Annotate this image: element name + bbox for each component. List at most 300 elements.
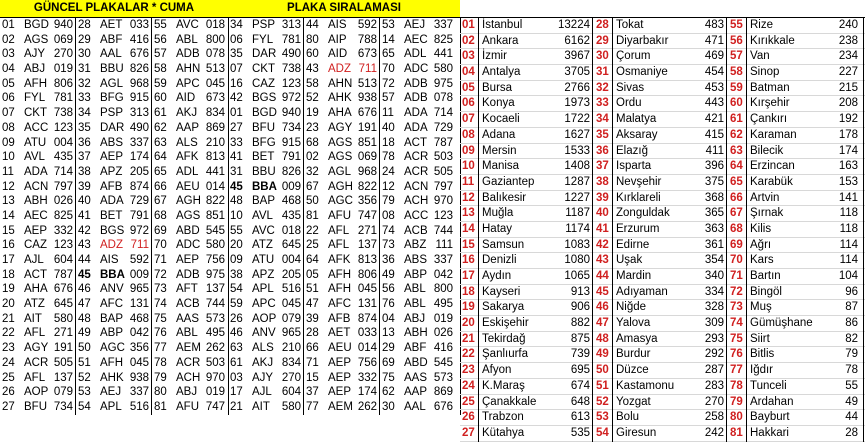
city-name: Kastamonu	[616, 379, 675, 392]
plate-digits: 205	[129, 165, 149, 178]
plate-digits: 822	[357, 180, 377, 193]
plate-letters: ADA	[24, 165, 48, 178]
city-count: 471	[704, 34, 724, 47]
plate-code: 65	[382, 48, 395, 61]
plate-digits: 042	[433, 268, 453, 281]
rank-number: 77	[730, 364, 743, 377]
plate-code: 27	[230, 121, 243, 134]
city-name: İstanbul	[482, 19, 523, 31]
plate-digits: 516	[129, 400, 149, 413]
plate-letters: APC	[252, 298, 276, 311]
plate-letters: AVL	[252, 209, 273, 222]
plate-code: 32	[306, 165, 319, 178]
plate-row	[228, 91, 460, 106]
city-name: Giresun	[616, 426, 657, 439]
city-name: Erzincan	[750, 160, 795, 173]
rank-number: 45	[596, 285, 609, 298]
plate-digits: 781	[281, 33, 301, 46]
rank-number: 01	[462, 19, 475, 31]
rank-number: 38	[596, 175, 609, 188]
city-name: İzmir	[482, 50, 507, 63]
plate-letters: ADA	[100, 195, 124, 208]
city-count: 375	[704, 175, 724, 188]
plate-digits: 205	[281, 268, 301, 281]
plate-letters: ABH	[24, 195, 48, 208]
plate-letters: ABS	[100, 136, 124, 149]
plate-digits: 968	[357, 165, 377, 178]
plate-code: 42	[230, 92, 243, 105]
rank-number: 61	[730, 113, 743, 126]
city-name: Kars	[750, 254, 774, 267]
plate-letters: ACR	[176, 356, 201, 369]
rank-number: 43	[596, 254, 609, 267]
plate-code: 45	[230, 180, 243, 193]
plate-digits: 079	[281, 312, 301, 325]
plate-code: 56	[382, 283, 395, 296]
plate-code: 19	[306, 107, 319, 120]
plate-digits: 869	[433, 386, 453, 399]
city-name: Aksaray	[616, 128, 658, 141]
plate-code: 77	[306, 400, 319, 413]
plate-digits: 174	[357, 386, 377, 399]
column-divider	[379, 18, 380, 415]
plate-code: 74	[154, 298, 167, 311]
rank-row	[460, 285, 865, 301]
plate-digits: 965	[281, 327, 301, 340]
plate-letters: AFK	[176, 151, 199, 164]
plate-code: 36	[78, 136, 91, 149]
plate-letters: AET	[328, 327, 351, 340]
rank-number: 13	[462, 207, 475, 220]
rank-row	[460, 206, 865, 222]
plate-letters: BAP	[252, 195, 276, 208]
plate-letters: CKT	[252, 63, 275, 76]
rank-number: 31	[596, 66, 609, 79]
rank-row	[460, 81, 865, 97]
rank-number: 72	[730, 285, 743, 298]
plate-letters: AFU	[176, 400, 199, 413]
plate-digits: 009	[281, 180, 301, 193]
city-count: 118	[839, 207, 858, 220]
rank-number: 64	[730, 160, 743, 173]
city-count: 674	[570, 379, 590, 392]
column-divider	[75, 18, 76, 415]
plate-digits: 673	[357, 48, 377, 61]
city-name: Çorum	[616, 50, 651, 63]
plate-letters: ABJ	[404, 312, 426, 325]
plate-code: 43	[78, 239, 91, 252]
plate-digits: 018	[205, 19, 225, 31]
plate-code: 25	[2, 371, 15, 384]
rank-row	[460, 300, 865, 316]
plate-letters: AFC	[100, 298, 123, 311]
plate-code: 21	[230, 400, 243, 413]
city-count: 1080	[564, 254, 590, 267]
plate-letters: ABJ	[176, 386, 198, 399]
column-divider	[612, 18, 613, 442]
city-name: Denizli	[482, 254, 517, 267]
plate-digits: 271	[357, 224, 377, 237]
plate-digits: 787	[433, 136, 453, 149]
plate-letters: AHN	[328, 77, 353, 90]
plate-code: 54	[78, 400, 91, 413]
plate-digits: 573	[433, 371, 453, 384]
plate-code: 20	[2, 298, 15, 311]
rank-row	[460, 222, 865, 238]
rank-number: 52	[596, 395, 609, 408]
plate-row	[228, 136, 460, 151]
plate-code: 03	[230, 371, 243, 384]
plate-digits: 968	[129, 77, 149, 90]
plate-letters: BBA	[252, 180, 277, 193]
plate-code: 29	[78, 33, 91, 46]
plate-code: 26	[230, 312, 243, 325]
plate-digits: 791	[129, 209, 149, 222]
city-count: 396	[704, 160, 724, 173]
rank-number: 28	[596, 19, 609, 31]
plate-code: 34	[230, 19, 243, 31]
plate-letters: AGS	[328, 136, 353, 149]
plate-code: 47	[306, 298, 319, 311]
plate-letters: AFK	[328, 254, 351, 266]
city-name: Ardahan	[750, 395, 794, 408]
city-name: Yozgat	[616, 395, 651, 408]
plate-digits: 014	[205, 180, 225, 193]
city-name: Sivas	[616, 81, 645, 94]
plate-letters: ADA	[404, 107, 428, 120]
plate-code: 76	[154, 327, 167, 340]
plate-code: 04	[382, 312, 395, 325]
rank-number: 09	[462, 144, 475, 157]
city-name: Hatay	[482, 222, 513, 235]
rank-number: 23	[462, 364, 475, 377]
plate-code: 79	[154, 371, 167, 384]
city-name: Amasya	[616, 332, 658, 345]
plate-code: 10	[230, 209, 243, 222]
city-count: 104	[838, 270, 858, 282]
plate-code: 06	[230, 33, 243, 46]
plate-code: 24	[2, 356, 15, 369]
plate-letters: ABJ	[24, 63, 46, 76]
plate-digits: 800	[433, 283, 453, 296]
plate-letters: AAP	[176, 121, 200, 134]
plate-digits: 019	[433, 312, 453, 325]
city-name: Bingöl	[750, 285, 782, 298]
city-name: Uşak	[616, 254, 643, 267]
plate-row	[228, 47, 460, 62]
plate-digits: 078	[205, 48, 225, 61]
plate-code: 02	[306, 151, 319, 164]
plate-digits: 513	[357, 77, 377, 90]
plate-row	[228, 194, 460, 209]
plate-letters: ACN	[24, 180, 49, 193]
plate-digits: 191	[357, 121, 377, 134]
plate-code: 70	[154, 239, 167, 252]
rank-row	[460, 253, 865, 269]
city-count: 443	[704, 97, 724, 110]
plate-digits: 826	[281, 165, 301, 178]
plate-code: 48	[230, 195, 243, 208]
plate-code: 28	[306, 327, 319, 340]
city-count: 153	[838, 175, 858, 188]
rank-number: 27	[462, 426, 475, 439]
city-count: 483	[704, 19, 724, 31]
plate-digits: 435	[53, 151, 73, 164]
plate-digits: 545	[205, 224, 225, 237]
plate-letters: AGL	[328, 165, 352, 178]
city-name: Artvin	[750, 191, 780, 204]
plate-letters: ACH	[176, 371, 201, 384]
rank-number: 40	[596, 207, 609, 220]
rank-number: 39	[596, 191, 609, 204]
plate-digits: 676	[433, 400, 453, 413]
plate-code: 05	[306, 268, 319, 281]
city-count: 55	[845, 379, 858, 392]
city-name: Muğla	[482, 207, 514, 220]
plate-digits: 938	[357, 92, 377, 105]
city-name: Adana	[482, 128, 516, 141]
rank-number: 59	[730, 81, 743, 94]
rank-number: 07	[462, 113, 475, 126]
plate-code: 53	[382, 19, 395, 31]
plate-code: 46	[230, 327, 243, 340]
city-name: Tekirdağ	[482, 332, 526, 345]
plate-code: 63	[230, 342, 243, 355]
plate-row	[228, 62, 460, 77]
plate-letters: AJL	[24, 254, 44, 266]
plate-code: 47	[78, 298, 91, 311]
rank-number: 74	[730, 317, 743, 330]
plate-digits: 874	[129, 180, 149, 193]
plate-code: 14	[2, 209, 15, 222]
rank-row	[460, 49, 865, 65]
plate-digits: 972	[129, 224, 149, 237]
plate-code: 63	[154, 136, 167, 149]
plate-letters: AFT	[176, 283, 198, 296]
rank-number: 16	[462, 254, 475, 267]
plate-code: 53	[78, 386, 91, 399]
plate-code: 46	[78, 283, 91, 296]
plate-code: 40	[78, 195, 91, 208]
plate-digits: 441	[433, 48, 453, 61]
plate-code: 25	[306, 239, 319, 252]
city-count: 1174	[565, 222, 590, 235]
rank-number: 29	[596, 34, 609, 47]
plate-digits: 337	[129, 386, 149, 399]
city-count: 1533	[564, 144, 590, 157]
plate-letters: AGH	[328, 180, 353, 193]
rank-row	[460, 65, 865, 81]
plate-digits: 714	[433, 107, 453, 120]
column-divider	[726, 18, 727, 442]
plate-code: 17	[2, 254, 15, 266]
plate-digits: 970	[205, 371, 225, 384]
rank-number: 69	[730, 238, 743, 251]
rank-row	[460, 347, 865, 363]
plate-letters: AIS	[100, 254, 119, 266]
plate-letters: BGS	[100, 224, 125, 237]
city-name: Konya	[482, 97, 515, 110]
rank-number: 58	[730, 66, 743, 79]
city-name: Kilis	[750, 222, 772, 235]
plate-code: 52	[78, 371, 91, 384]
plate-digits: 734	[53, 400, 73, 413]
plate-digits: 744	[433, 224, 453, 237]
city-count: 361	[704, 238, 724, 251]
plate-row	[228, 282, 460, 297]
plate-code: 64	[306, 254, 319, 266]
plate-digits: 604	[53, 254, 73, 266]
city-name: Bayburt	[750, 411, 790, 424]
rank-number: 51	[596, 379, 609, 392]
plate-letters: ABL	[176, 327, 198, 340]
plate-code: 29	[382, 342, 395, 355]
city-count: 1065	[564, 270, 590, 282]
current-plates-table	[0, 18, 229, 415]
plate-code: 13	[2, 195, 15, 208]
city-count: 454	[704, 66, 724, 79]
city-name: Kırklareli	[616, 191, 661, 204]
plate-row	[0, 121, 228, 136]
plate-code: 01	[230, 107, 243, 120]
plate-digits: 123	[53, 121, 73, 134]
plate-code: 44	[306, 19, 319, 31]
plate-code: 81	[154, 400, 167, 413]
plate-letters: ALS	[176, 136, 198, 149]
city-name: Tunceli	[750, 379, 787, 392]
city-name: Erzurum	[616, 222, 660, 235]
plate-row	[0, 136, 228, 151]
city-name: Sinop	[750, 66, 780, 79]
plate-code: 50	[78, 342, 91, 355]
plate-code: 61	[230, 356, 243, 369]
city-count: 328	[704, 301, 724, 314]
plate-letters: BBU	[100, 63, 124, 76]
rank-row	[460, 395, 865, 411]
rank-number: 65	[730, 175, 743, 188]
plate-letters: ACB	[404, 224, 428, 237]
city-count: 6162	[564, 34, 590, 47]
plate-row	[0, 194, 228, 209]
plate-digits: 756	[205, 254, 225, 266]
plate-code: 79	[382, 195, 395, 208]
plate-code: 36	[382, 254, 395, 266]
rank-number: 19	[462, 301, 475, 314]
plate-code: 42	[78, 224, 91, 237]
plate-code: 52	[306, 92, 319, 105]
city-count: 695	[570, 364, 590, 377]
plate-letters: AKJ	[176, 107, 198, 120]
plate-digits: 416	[433, 342, 453, 355]
plate-digits: 874	[357, 312, 377, 325]
rank-number: 62	[730, 128, 743, 141]
city-count: 365	[704, 207, 724, 220]
city-count: 28	[845, 426, 858, 439]
plate-letters: AFL	[24, 327, 46, 340]
city-count: 1408	[564, 160, 590, 173]
plate-code: 18	[2, 268, 15, 281]
rank-row	[460, 18, 865, 34]
city-name: Gaziantep	[482, 175, 535, 188]
plate-code: 60	[154, 92, 167, 105]
plate-letters: AIT	[24, 312, 42, 325]
plate-letters: BET	[100, 209, 123, 222]
city-name: Manisa	[482, 160, 520, 173]
plate-letters: ADB	[176, 48, 200, 61]
plate-digits: 834	[281, 356, 301, 369]
rank-row	[460, 128, 865, 144]
plate-row	[0, 341, 228, 356]
plate-code: 30	[382, 400, 395, 413]
plate-code: 55	[154, 19, 167, 31]
plate-digits: 676	[129, 48, 149, 61]
plate-row	[0, 356, 228, 371]
plate-digits: 069	[53, 33, 73, 46]
plate-letters: ACT	[404, 136, 427, 149]
plate-digits: 026	[433, 327, 453, 340]
plate-digits: 580	[433, 63, 453, 76]
plate-code: 07	[2, 107, 15, 120]
plate-digits: 262	[357, 400, 377, 413]
plate-digits: 788	[357, 33, 377, 46]
plate-digits: 573	[205, 312, 225, 325]
plate-letters: AJY	[252, 371, 274, 384]
city-count: 1227	[564, 191, 590, 204]
city-name: Zonguldak	[616, 207, 670, 220]
plate-digits: 270	[53, 48, 73, 61]
rank-number: 18	[462, 285, 475, 298]
rank-number: 48	[596, 332, 609, 345]
plate-letters: AVC	[252, 224, 275, 237]
plate-letters: ADC	[404, 63, 429, 76]
plate-row	[228, 238, 460, 253]
plate-code: 15	[306, 371, 319, 384]
city-count: 287	[704, 364, 724, 377]
plate-row	[228, 33, 460, 48]
city-count: 354	[704, 254, 724, 267]
city-count: 453	[704, 81, 724, 94]
rank-number: 12	[462, 191, 475, 204]
city-name: Karabük	[750, 175, 793, 188]
plate-letters: AGS	[24, 33, 49, 46]
plate-letters: ABD	[176, 224, 200, 237]
plate-row	[0, 106, 228, 121]
plate-row	[228, 180, 460, 195]
plate-digits: 174	[129, 151, 149, 164]
city-count: 49	[845, 395, 858, 408]
plate-row	[0, 224, 228, 239]
rank-number: 37	[596, 160, 609, 173]
plate-digits: 825	[53, 209, 73, 222]
plate-row	[228, 312, 460, 327]
plate-digits: 468	[129, 312, 149, 325]
plate-digits: 210	[281, 342, 301, 355]
rank-number: 78	[730, 379, 743, 392]
plate-digits: 078	[433, 92, 453, 105]
plate-code: 23	[306, 121, 319, 134]
plate-digits: 332	[357, 371, 377, 384]
plate-code: 11	[382, 107, 394, 120]
plate-code: 18	[382, 136, 395, 149]
rank-number: 21	[462, 332, 475, 345]
plate-digits: 337	[433, 19, 453, 31]
rank-number: 15	[462, 238, 475, 251]
plate-code: 31	[230, 165, 243, 178]
plate-letters: AFH	[328, 283, 351, 296]
plate-letters: ADB	[404, 77, 428, 90]
plate-digits: 069	[357, 151, 377, 164]
rank-number: 03	[462, 50, 475, 63]
